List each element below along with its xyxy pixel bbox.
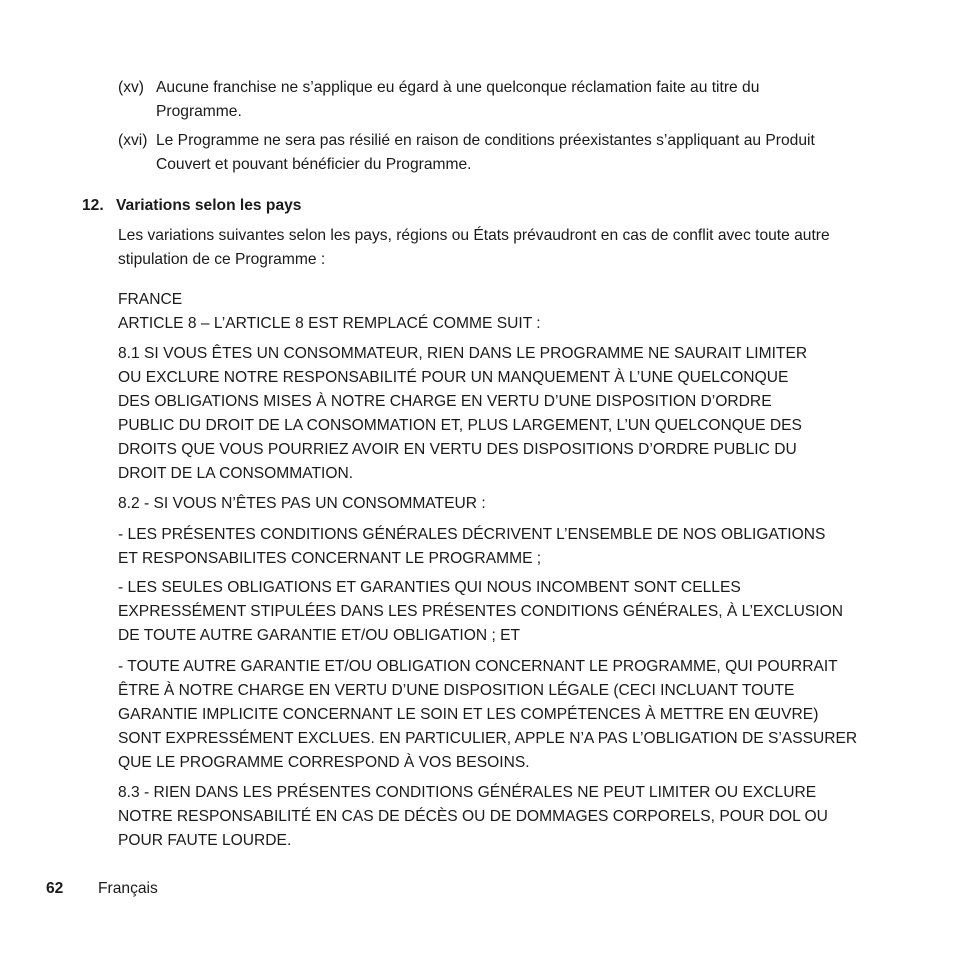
paragraph-8-2: 8.2 - SI VOUS N’ÊTES PAS UN CONSOMMATEUR : — [118, 495, 486, 512]
page-number: 62 — [46, 880, 64, 897]
paragraph-8-3: 8.3 - RIEN DANS LES PRÉSENTES CONDITIONS GÉNÉRALES NE PEUT LIMITER OU EXCLURE NOTRE RESPONSABILITÉ EN CAS DE DÉCÈS OU DE DOMMAGES CORPORELS, POUR DOL OU POUR FAUTE LOURDE. — [118, 784, 828, 849]
list-item-xvi — [118, 129, 848, 177]
bullet-paragraph-1: - LES PRÉSENTES CONDITIONS GÉNÉRALES DÉCRIVENT L’ENSEMBLE DE NOS OBLIGATIONS ET RESPONSABILITES CONCERNANT LE PROGRAMME ; — [118, 526, 826, 567]
bullet-paragraph-2: - LES SEULES OBLIGATIONS ET GARANTIES QUI NOUS INCOMBENT SONT CELLES EXPRESSÉMENT STIPULÉES DANS LES PRÉSENTES CONDITIONS GÉNÉRALES, À L’EXCLUSION DE TOUTE AUTRE GARANTIE ET/OU OBLIGATION ; ET — [118, 579, 844, 644]
list-marker: (xvi) — [118, 132, 148, 149]
list-item-xv — [118, 76, 848, 124]
list-text: Le Programme ne sera pas résilié en raison de conditions préexistantes s’appliquant au Produit Couvert et pouvant bénéficier du Programme. — [156, 132, 815, 173]
section-intro: Les variations suivantes selon les pays, régions ou États prévaudront en cas de conflit avec toute autre stipulation de ce Programme : — [118, 227, 830, 268]
section-title: Variations selon les pays — [116, 197, 302, 214]
footer-language: Français — [98, 880, 158, 897]
page-footer — [46, 877, 158, 901]
bullet-paragraph-3: - TOUTE AUTRE GARANTIE ET/OU OBLIGATION CONCERNANT LE PROGRAMME, QUI POURRAIT ÊTRE À NOTRE CHARGE EN VERTU D’UNE DISPOSITION LÉGALE (CECI INCLUANT TOUTE GARANTIE IMPLICITE CONCERNANT LE SOIN ET LES COMPÉTENCES À METTRE EN ŒUVRE) SONT EXPRESSÉMENT EXCLUES. EN PARTICULIER, APPLE N’A PAS L’OBLIGATION DE S’ASSURER QUE LE PROGRAMME CORRESPOND À VOS BESOINS. — [118, 658, 858, 771]
paragraph-8-1: 8.1 SI VOUS ÊTES UN CONSOMMATEUR, RIEN DANS LE PROGRAMME NE SAURAIT LIMITER OU EXCLURE NOTRE RESPONSABILITÉ POUR UN MANQUEMENT À L’UNE QUELCONQUE DES OBLIGATIONS MISES À NOTRE CHARGE EN VERTU D’UNE DISPOSITION D’ORDRE PUBLIC DU DROIT DE LA CONSOMMATION ET, PLUS LARGEMENT, L’UN QUELCONQUE DES DROITS QUE VOUS POURRIEZ AVOIR EN VERTU DES DISPOSITIONS D’ORDRE PUBLIC DU DROIT DE LA CONSOMMATION. — [118, 345, 808, 482]
list-marker: (xv) — [118, 79, 144, 96]
country-label: FRANCE — [118, 291, 183, 308]
list-text: Aucune franchise ne s’applique eu égard à une quelconque réclamation faite au titre du Programme. — [156, 79, 760, 120]
article-heading: ARTICLE 8 – L’ARTICLE 8 EST REMPLACÉ COMME SUIT : — [118, 315, 541, 332]
section-number: 12. — [82, 197, 104, 214]
section-heading — [82, 194, 301, 218]
